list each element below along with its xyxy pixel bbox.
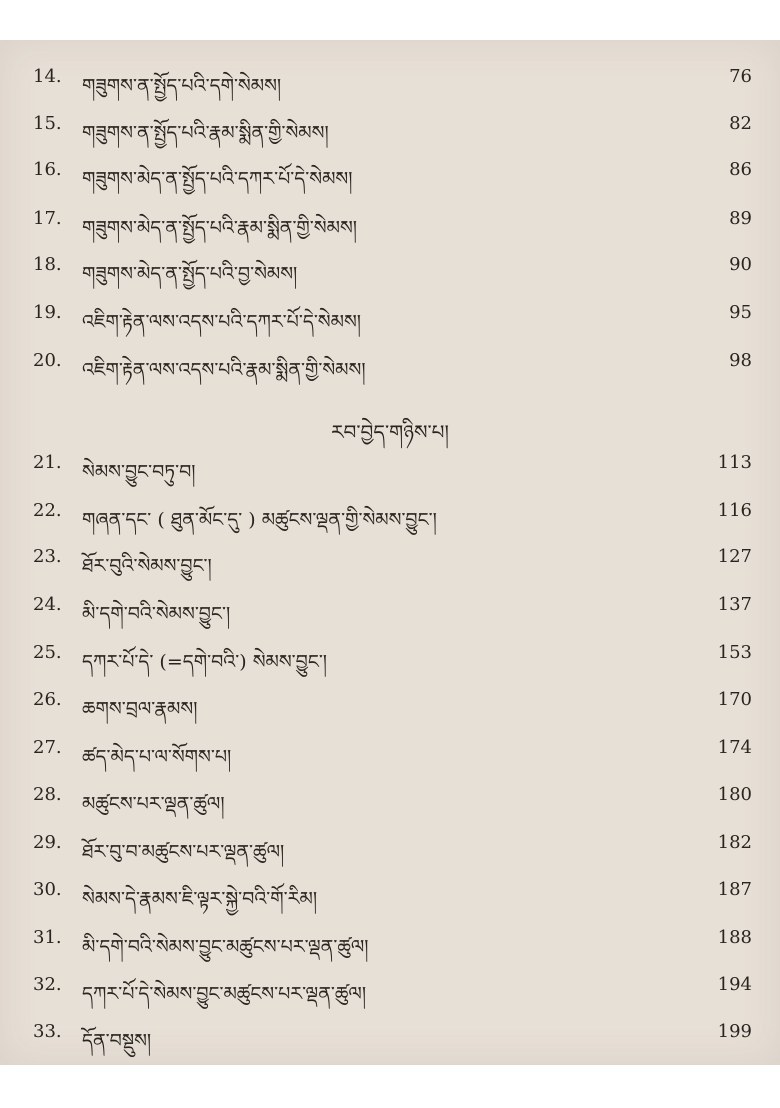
entry-title: མཚུངས་པར་ལྡན་ཚུལ། <box>82 793 225 815</box>
toc-entry-25 <box>0 632 780 672</box>
toc-entry-14 <box>0 56 780 96</box>
entry-title: གཟུགས་ན་སྤྱོད་པའི་རྣམ་སྨིན་གྱི་སེམས། <box>82 122 329 144</box>
entry-page: 174 <box>717 737 752 758</box>
entry-title: མི་དགེ་བའི་སེམས་བྱུང་མཚུངས་པར་ལྡན་ཚུལ། <box>82 936 369 958</box>
entry-number: 30. <box>33 879 62 900</box>
toc-entry-30 <box>0 869 780 909</box>
entry-title: གཟུགས་མེད་ན་སྤྱོད་པའི་རྣམ་སྨིན་གྱི་སེམས། <box>82 217 358 239</box>
entry-number: 26. <box>33 689 62 710</box>
entry-number: 18. <box>33 254 62 275</box>
entry-number: 24. <box>33 594 62 615</box>
entry-page: 137 <box>717 594 752 615</box>
entry-title: གཟུགས་ན་སྤྱོད་པའི་དགེ་སེམས། <box>82 75 282 97</box>
entry-title: གཟུགས་མེད་ན་སྤྱོད་པའི་དཀར་པོ་དེ་སེམས། <box>82 168 353 190</box>
entry-title: ཐོར་བུ་བ་མཚུངས་པར་ལྡན་ཚུལ། <box>82 841 285 863</box>
toc-entry-21 <box>0 442 780 482</box>
entry-number: 33. <box>33 1021 62 1042</box>
entry-number: 16. <box>33 159 62 180</box>
toc-entry-23 <box>0 536 780 576</box>
toc-entry-27 <box>0 727 780 767</box>
entry-page: 95 <box>729 302 752 323</box>
toc-entry-26 <box>0 679 780 719</box>
toc-entry-18 <box>0 244 780 284</box>
entry-title: གཞན་དང་ ( ཐུན་མོང་དུ་ ) མཚུངས་ལྡན་གྱི་སེམས་བྱུང་། <box>82 509 437 531</box>
entry-number: 17. <box>33 208 62 229</box>
entry-number: 23. <box>33 546 62 567</box>
toc-entry-29 <box>0 822 780 862</box>
entry-number: 32. <box>33 974 62 995</box>
entry-number: 25. <box>33 642 62 663</box>
entry-page: 82 <box>729 113 752 134</box>
toc-entry-22 <box>0 490 780 530</box>
entry-title: དཀར་པོ་དེ་སེམས་བྱུང་མཚུངས་པར་ལྡན་ཚུལ། <box>82 983 367 1005</box>
section-heading: རབ་བྱེད་གཉིས་པ། <box>331 420 449 444</box>
entry-page: 98 <box>729 350 752 371</box>
toc-entry-19 <box>0 292 780 332</box>
entry-page: 194 <box>717 974 752 995</box>
entry-number: 22. <box>33 500 62 521</box>
entry-number: 21. <box>33 452 62 473</box>
entry-page: 90 <box>729 254 752 275</box>
toc-entry-32 <box>0 964 780 1004</box>
toc-entry-28 <box>0 774 780 814</box>
toc-entry-17 <box>0 198 780 238</box>
entry-title: འཇིག་རྟེན་ལས་འདས་པའི་རྣམ་སྨིན་གྱི་སེམས། <box>82 359 366 381</box>
entry-page: 89 <box>729 208 752 229</box>
entry-number: 14. <box>33 66 62 87</box>
entry-title: ཚད་མེད་པ་ལ་སོགས་པ། <box>82 746 232 768</box>
entry-number: 28. <box>33 784 62 805</box>
entry-title: འཇིག་རྟེན་ལས་འདས་པའི་དཀར་པོ་དེ་སེམས། <box>82 311 362 333</box>
book-page <box>0 40 780 1065</box>
entry-title: གཟུགས་མེད་ན་སྤྱོད་པའི་བྱ་སེམས། <box>82 263 298 285</box>
toc-entry-24 <box>0 584 780 624</box>
entry-page: 153 <box>717 642 752 663</box>
entry-title: དཀར་པོ་དེ་ (=དགེ་བའི་) སེམས་བྱུང་། <box>82 651 328 673</box>
entry-number: 27. <box>33 737 62 758</box>
toc-entry-31 <box>0 917 780 957</box>
toc-entry-16 <box>0 149 780 189</box>
entry-number: 29. <box>33 832 62 853</box>
toc-entry-15 <box>0 103 780 143</box>
entry-title: སེམས་བྱུང་བཏུ་བ། <box>82 461 196 483</box>
entry-page: 127 <box>717 546 752 567</box>
entry-title: སེམས་དེ་རྣམས་ཇི་ལྟར་སྐྱེ་བའི་གོ་རིམ། <box>82 888 318 910</box>
entry-number: 31. <box>33 927 62 948</box>
entry-page: 76 <box>729 66 752 87</box>
entry-page: 188 <box>717 927 752 948</box>
entry-page: 170 <box>717 689 752 710</box>
entry-title: ཆགས་བྲལ་རྣམས། <box>82 698 198 720</box>
entry-page: 182 <box>717 832 752 853</box>
toc-entry-33 <box>0 1011 780 1051</box>
entry-title: ཐོར་བུའི་སེམས་བྱུང་། <box>82 555 212 577</box>
entry-title: མི་དགེ་བའི་སེམས་བྱུང་། <box>82 603 231 625</box>
entry-number: 20. <box>33 350 62 371</box>
entry-number: 19. <box>33 302 62 323</box>
entry-page: 199 <box>717 1021 752 1042</box>
entry-page: 187 <box>717 879 752 900</box>
entry-title: དོན་བསྡུས། <box>82 1030 152 1052</box>
entry-page: 116 <box>717 500 752 521</box>
entry-number: 15. <box>33 113 62 134</box>
entry-page: 113 <box>717 452 752 473</box>
entry-page: 180 <box>717 784 752 805</box>
entry-page: 86 <box>729 159 752 180</box>
toc-entry-20 <box>0 340 780 380</box>
